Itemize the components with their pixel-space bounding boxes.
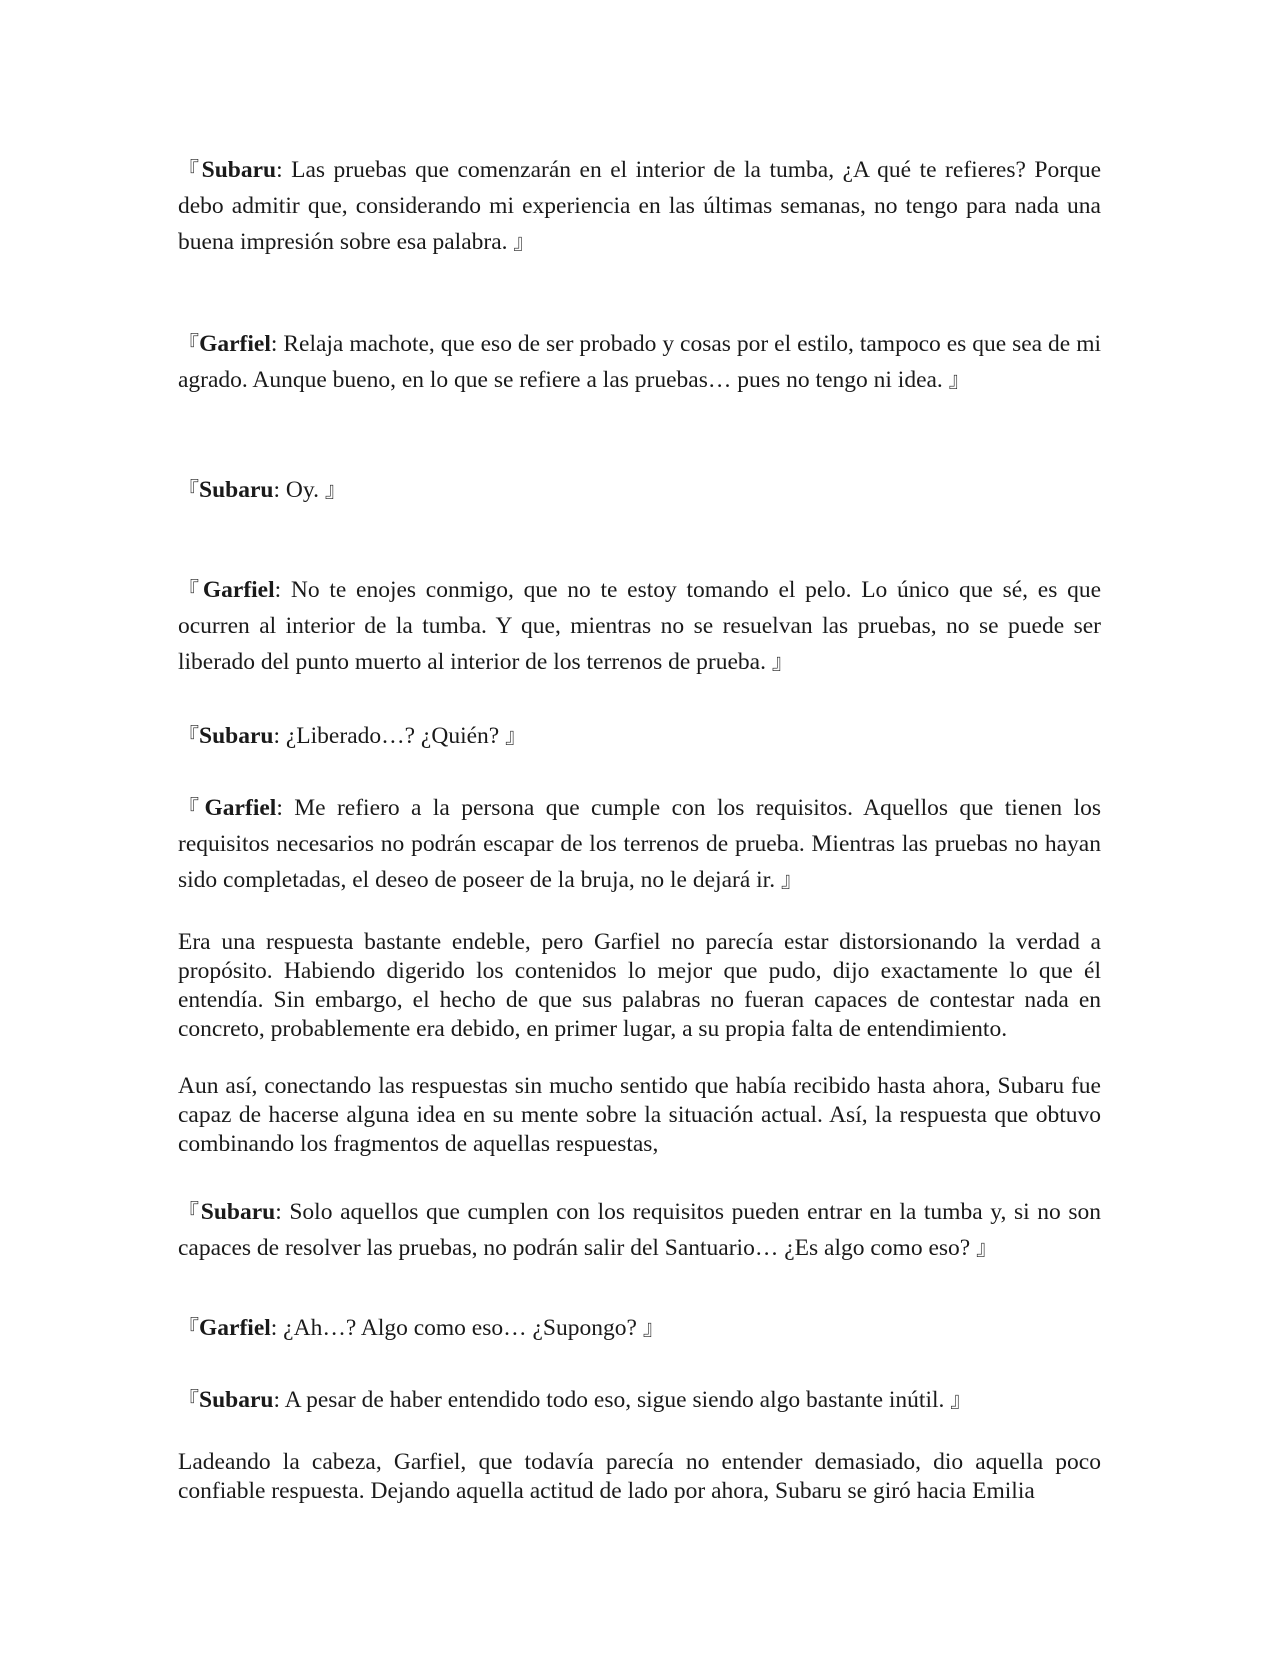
dialogue-text: : ¿Liberado…? ¿Quién? [273, 723, 506, 749]
narration-paragraph-2: Aun así, conectando las respuestas sin mucho sentido que había recibido hasta ahora, Subaru fue capaz de hacerse alguna idea en su mente sobre la situación actual. Así, la respuesta que obtuvo combinando los fragmentos de aquellas respuestas, [178, 1073, 1101, 1157]
dialogue-text: : Solo aquellos que cumplen con los requisitos pueden entrar en la tumba y, si no son capaces de resolver las pruebas, no podrán salir del Santuario… ¿Es algo como eso? [178, 1199, 1102, 1261]
dialogue-text: : ¿Ah…? Algo como eso… ¿Supongo? [270, 1315, 643, 1341]
close-bracket: 』 [948, 368, 970, 392]
dialogue-garfiel-4 [178, 1310, 1101, 1346]
close-bracket: 』 [324, 478, 346, 502]
open-bracket: 『 [178, 158, 202, 182]
open-bracket: 『 [178, 578, 203, 602]
dialogue-text: : Relaja machote, que eso de ser probado y cosas por el estilo, tampoco es que sea de mi agrado. Aunque bueno, en lo que se refiere a las pruebas… pues no tengo ni idea. [178, 331, 1102, 393]
narration-paragraph-3: Ladeando la cabeza, Garfiel, que todavía parecía no entender demasiado, dio aquella poco confiable respuesta. Dejando aquella actitud de lado por ahora, Subaru se giró hacia Emilia [178, 1449, 1101, 1504]
dialogue-text: : A pesar de haber entendido todo eso, sigue siendo algo bastante inútil. [273, 1387, 951, 1413]
speaker-name: Garfiel [199, 331, 271, 357]
narration-paragraph-1: Era una respuesta bastante endeble, pero Garfiel no parecía estar distorsionando la verdad a propósito. Habiendo digerido los contenidos lo mejor que pudo, dijo exactamente lo que él entendía. Sin embargo, el hecho de que sus palabras no fueran capaces de contestar nada en concreto, probablemente era debido, en primer lugar, a su propia falta de entendimiento. [178, 929, 1101, 1042]
open-bracket: 『 [178, 332, 200, 356]
close-bracket: 』 [505, 724, 527, 748]
open-bracket: 『 [178, 796, 205, 820]
dialogue-text: : Me refiero a la persona que cumple con los requisitos. Aquellos que tienen los requisitos necesarios no podrán escapar de los terrenos de prueba. Mientras las pruebas no hayan sido completadas, el deseo de poseer de la bruja, no le dejará ir. [178, 795, 1101, 893]
dialogue-text: : Las pruebas que comenzarán en el interior de la tumba, ¿A qué te refieres? Porque debo admitir que, considerando mi experiencia en las últimas semanas, no tengo para nada una buena impresión sobre esa palabra. [178, 157, 1102, 255]
speaker-name: Garfiel [204, 795, 277, 821]
dialogue-garfiel-3 [178, 790, 1101, 898]
dialogue-subaru-1 [178, 152, 1101, 260]
close-bracket: 』 [780, 868, 802, 892]
dialogue-subaru-4 [178, 1194, 1101, 1266]
dialogue-subaru-5 [178, 1382, 1101, 1418]
open-bracket: 『 [178, 1200, 201, 1224]
close-bracket: 』 [771, 650, 793, 674]
open-bracket: 『 [178, 724, 199, 748]
dialogue-garfiel-2 [178, 572, 1101, 680]
speaker-name: Subaru [201, 157, 277, 183]
close-bracket: 』 [976, 1236, 998, 1260]
speaker-name: Garfiel [199, 1315, 271, 1341]
close-bracket: 』 [950, 1388, 972, 1412]
open-bracket: 『 [178, 478, 199, 502]
dialogue-text: : No te enojes conmigo, que no te estoy tomando el pelo. Lo único que sé, es que ocurren al interior de la tumba. Y que, mientras no se resuelvan las pruebas, no se puede ser liberado del punto muerto al interior de los terrenos de prueba. [178, 577, 1102, 675]
speaker-name: Garfiel [202, 577, 275, 603]
dialogue-subaru-2 [178, 472, 1101, 508]
close-bracket: 』 [513, 230, 535, 254]
close-bracket: 』 [642, 1316, 664, 1340]
dialogue-subaru-3 [178, 718, 1101, 754]
speaker-name: Subaru [199, 1387, 274, 1413]
open-bracket: 『 [178, 1388, 199, 1412]
speaker-name: Subaru [199, 723, 274, 749]
dialogue-text: : Oy. [273, 477, 325, 503]
dialogue-garfiel-1 [178, 326, 1101, 398]
open-bracket: 『 [178, 1316, 199, 1340]
speaker-name: Subaru [200, 1199, 276, 1225]
speaker-name: Subaru [199, 477, 274, 503]
